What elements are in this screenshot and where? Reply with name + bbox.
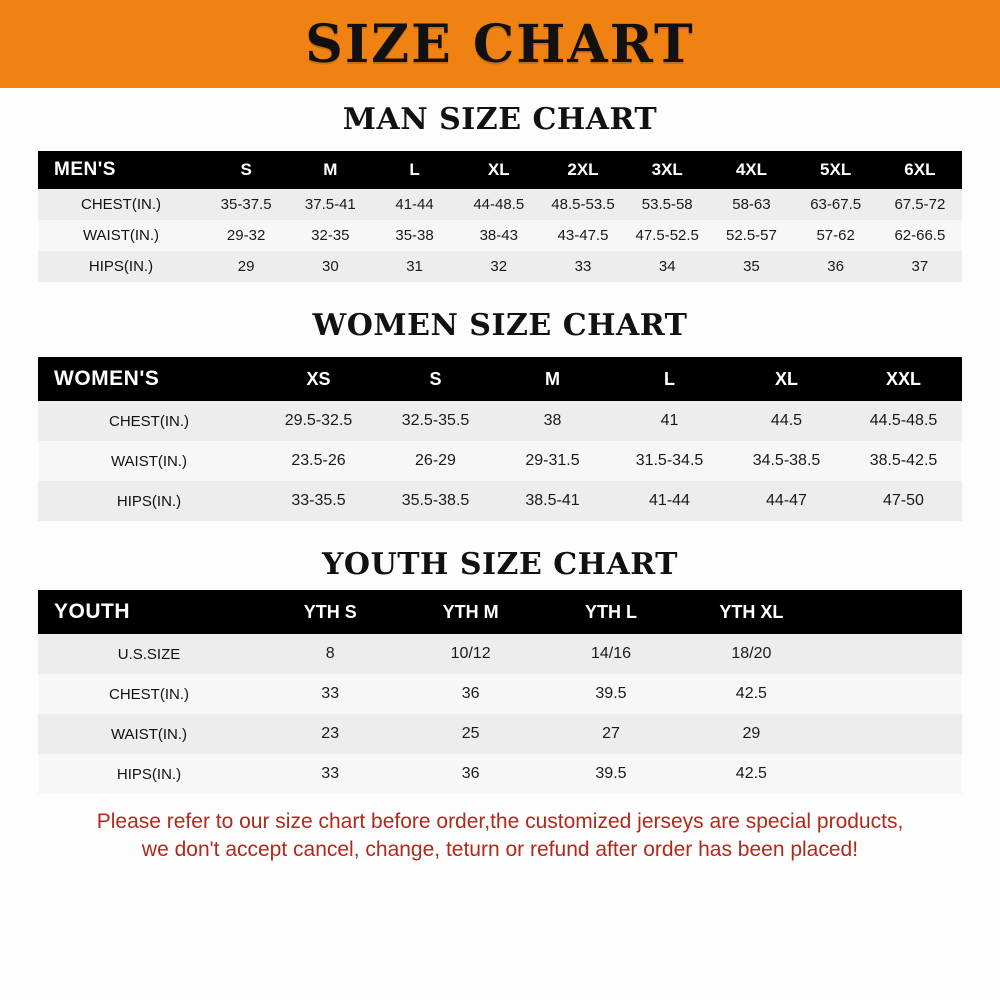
women-row-label-waist: WAIST(IN.): [38, 441, 260, 481]
men-hips-s: 29: [204, 251, 288, 282]
women-waist-m: 29-31.5: [494, 441, 611, 481]
men-col-3xl: 3XL: [625, 151, 709, 189]
men-waist-xl: 38-43: [457, 220, 541, 251]
men-chest-s: 35-37.5: [204, 189, 288, 220]
youth-size-table: [38, 590, 962, 794]
youth-chest-m: 36: [400, 674, 540, 714]
men-col-xl: XL: [457, 151, 541, 189]
women-col-xs: XS: [260, 357, 377, 401]
men-waist-m: 32-35: [288, 220, 372, 251]
men-hips-2xl: 33: [541, 251, 625, 282]
table-row: [38, 674, 962, 714]
women-hips-xxl: 47-50: [845, 481, 962, 521]
men-hips-xl: 32: [457, 251, 541, 282]
youth-ussize-xl: 18/20: [681, 634, 821, 674]
youth-ussize-s: 8: [260, 634, 400, 674]
table-header-row: [38, 590, 962, 634]
men-section-title: MAN SIZE CHART: [342, 102, 658, 137]
women-section-title: WOMEN SIZE CHART: [312, 308, 688, 343]
women-waist-xxl: 38.5-42.5: [845, 441, 962, 481]
youth-ussize-l: 14/16: [541, 634, 681, 674]
youth-waist-m: 25: [400, 714, 540, 754]
men-hips-6xl: 37: [878, 251, 962, 282]
men-section: [0, 102, 1000, 282]
women-section: [0, 308, 1000, 521]
women-hips-m: 38.5-41: [494, 481, 611, 521]
men-waist-6xl: 62-66.5: [878, 220, 962, 251]
women-col-s: S: [377, 357, 494, 401]
youth-waist-l: 27: [541, 714, 681, 754]
men-chest-xl: 44-48.5: [457, 189, 541, 220]
women-col-l: L: [611, 357, 728, 401]
men-chest-m: 37.5-41: [288, 189, 372, 220]
men-chest-4xl: 58-63: [709, 189, 793, 220]
youth-waist-spacer: [822, 714, 962, 754]
men-row-label-waist: WAIST(IN.): [38, 220, 204, 251]
table-row: [38, 754, 962, 794]
men-chest-2xl: 48.5-53.5: [541, 189, 625, 220]
disclaimer-line-2: we don't accept cancel, change, teturn or refund after order has been placed!: [141, 838, 859, 862]
men-table-body: [38, 189, 962, 282]
men-col-l: L: [372, 151, 456, 189]
youth-hips-l: 39.5: [541, 754, 681, 794]
table-row: [38, 189, 962, 220]
youth-hips-xl: 42.5: [681, 754, 821, 794]
banner: [0, 0, 1000, 88]
men-size-table: [38, 151, 962, 282]
men-chest-5xl: 63-67.5: [794, 189, 878, 220]
men-hips-m: 30: [288, 251, 372, 282]
youth-chest-xl: 42.5: [681, 674, 821, 714]
women-chest-xxl: 44.5-48.5: [845, 401, 962, 441]
men-col-m: M: [288, 151, 372, 189]
men-chest-l: 41-44: [372, 189, 456, 220]
women-col-xxl: XXL: [845, 357, 962, 401]
youth-waist-xl: 29: [681, 714, 821, 754]
women-row-label-chest: CHEST(IN.): [38, 401, 260, 441]
women-hips-l: 41-44: [611, 481, 728, 521]
men-col-2xl: 2XL: [541, 151, 625, 189]
men-row-label-hips: HIPS(IN.): [38, 251, 204, 282]
women-hips-xl: 44-47: [728, 481, 845, 521]
youth-row-label-ussize: U.S.SIZE: [38, 634, 260, 674]
women-waist-l: 31.5-34.5: [611, 441, 728, 481]
men-row-label-chest: CHEST(IN.): [38, 189, 204, 220]
youth-col-l: YTH L: [541, 590, 681, 634]
youth-chest-l: 39.5: [541, 674, 681, 714]
men-table-corner: MEN'S: [38, 151, 204, 189]
youth-row-label-hips: HIPS(IN.): [38, 754, 260, 794]
youth-col-xl: YTH XL: [681, 590, 821, 634]
men-chest-6xl: 67.5-72: [878, 189, 962, 220]
disclaimer-line-1: Please refer to our size chart before order,the customized jerseys are special products,: [96, 810, 904, 833]
table-header-row: [38, 357, 962, 401]
women-col-m: M: [494, 357, 611, 401]
disclaimer-note: [30, 808, 970, 865]
table-row: [38, 251, 962, 282]
women-waist-xs: 23.5-26: [260, 441, 377, 481]
men-waist-4xl: 52.5-57: [709, 220, 793, 251]
youth-chest-s: 33: [260, 674, 400, 714]
men-hips-4xl: 35: [709, 251, 793, 282]
table-row: [38, 220, 962, 251]
women-hips-s: 35.5-38.5: [377, 481, 494, 521]
table-header-row: [38, 151, 962, 189]
men-waist-s: 29-32: [204, 220, 288, 251]
table-row: [38, 401, 962, 441]
men-hips-3xl: 34: [625, 251, 709, 282]
youth-table-header: [38, 590, 962, 634]
youth-section-title: YOUTH SIZE CHART: [322, 547, 678, 582]
women-chest-xl: 44.5: [728, 401, 845, 441]
table-row: [38, 441, 962, 481]
men-chest-3xl: 53.5-58: [625, 189, 709, 220]
page-title: SIZE CHART: [305, 13, 695, 75]
women-waist-s: 26-29: [377, 441, 494, 481]
men-table-header: [38, 151, 962, 189]
youth-col-m: YTH M: [400, 590, 540, 634]
men-col-s: S: [204, 151, 288, 189]
women-table-body: [38, 401, 962, 521]
men-hips-l: 31: [372, 251, 456, 282]
table-row: [38, 634, 962, 674]
men-col-4xl: 4XL: [709, 151, 793, 189]
women-chest-l: 41: [611, 401, 728, 441]
women-row-label-hips: HIPS(IN.): [38, 481, 260, 521]
men-waist-2xl: 43-47.5: [541, 220, 625, 251]
women-chest-s: 32.5-35.5: [377, 401, 494, 441]
men-col-5xl: 5XL: [794, 151, 878, 189]
men-col-6xl: 6XL: [878, 151, 962, 189]
women-chest-m: 38: [494, 401, 611, 441]
youth-row-label-waist: WAIST(IN.): [38, 714, 260, 754]
men-waist-l: 35-38: [372, 220, 456, 251]
youth-hips-m: 36: [400, 754, 540, 794]
youth-table-body: [38, 634, 962, 794]
men-waist-5xl: 57-62: [794, 220, 878, 251]
men-waist-3xl: 47.5-52.5: [625, 220, 709, 251]
youth-table-corner: YOUTH: [38, 590, 260, 634]
youth-chest-spacer: [822, 674, 962, 714]
women-table-header: [38, 357, 962, 401]
youth-row-label-chest: CHEST(IN.): [38, 674, 260, 714]
table-row: [38, 481, 962, 521]
youth-col-spacer: [822, 590, 962, 634]
women-chest-xs: 29.5-32.5: [260, 401, 377, 441]
women-hips-xs: 33-35.5: [260, 481, 377, 521]
youth-ussize-spacer: [822, 634, 962, 674]
youth-waist-s: 23: [260, 714, 400, 754]
youth-section: [0, 547, 1000, 794]
men-hips-5xl: 36: [794, 251, 878, 282]
women-table-corner: WOMEN'S: [38, 357, 260, 401]
youth-col-s: YTH S: [260, 590, 400, 634]
women-size-table: [38, 357, 962, 521]
women-waist-xl: 34.5-38.5: [728, 441, 845, 481]
women-col-xl: XL: [728, 357, 845, 401]
youth-hips-spacer: [822, 754, 962, 794]
youth-ussize-m: 10/12: [400, 634, 540, 674]
youth-hips-s: 33: [260, 754, 400, 794]
table-row: [38, 714, 962, 754]
